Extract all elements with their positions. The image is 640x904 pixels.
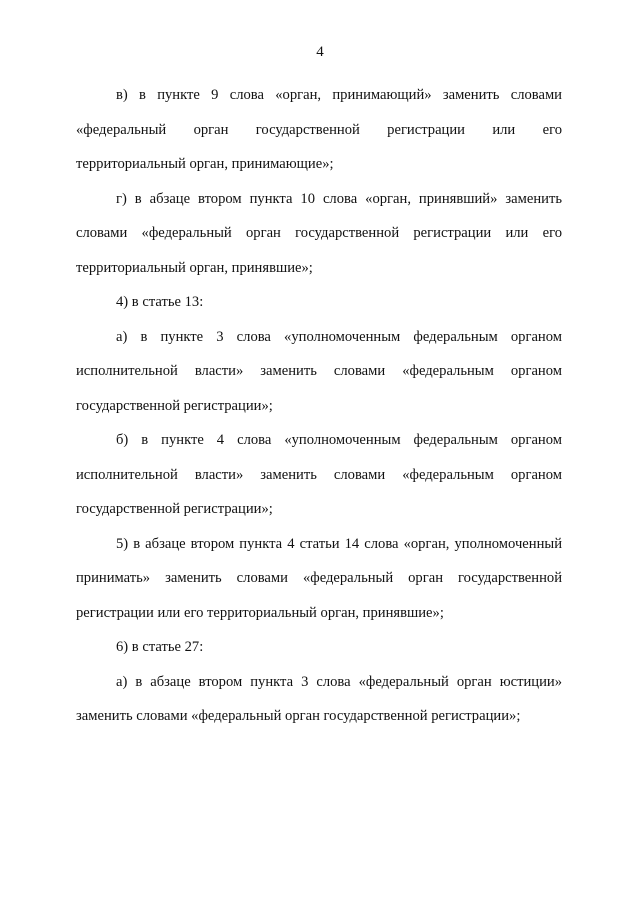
paragraph-line: государственной регистрации»; — [76, 397, 273, 414]
paragraph-line: принимать» заменить словами «федеральный орган государственной — [76, 570, 562, 586]
paragraph-line: заменить словами «федеральный орган государственной регистрации»; — [76, 708, 521, 724]
paragraph-line: регистрации или его территориальный орган, принявшие»; — [76, 604, 444, 621]
paragraph-line: территориальный орган, принимающие»; — [76, 156, 334, 172]
paragraph-line: в) в пункте 9 слова «орган, принимающий» заменить словами — [116, 87, 562, 103]
paragraph-line: г) в абзаце втором пункта 10 слова «орган, принявший» заменить — [116, 190, 562, 207]
paragraph-line: 4) в статье 13: — [116, 294, 204, 310]
paragraph-g — [76, 182, 562, 286]
paragraph-6 — [76, 630, 562, 665]
paragraph-line: а) в абзаце втором пункта 3 слова «федеральный орган юстиции» — [116, 673, 562, 690]
paragraph-line: исполнительной власти» заменить словами «федеральным органом — [76, 363, 562, 379]
paragraph-5 — [76, 527, 562, 631]
paragraph-line: «федеральный орган государственной регистрации или его — [76, 121, 562, 138]
paragraph-line: исполнительной власти» заменить словами «федеральным органом — [76, 466, 562, 483]
page-number: 4 — [316, 44, 324, 60]
paragraph-b — [76, 423, 562, 527]
paragraph-a-1 — [76, 320, 562, 424]
paragraph-line: а) в пункте 3 слова «уполномоченным федеральным органом — [116, 328, 562, 345]
paragraph-line: 6) в статье 27: — [116, 639, 204, 655]
paragraph-line: б) в пункте 4 слова «уполномоченным федеральным органом — [116, 432, 562, 448]
paragraph-line: государственной регистрации»; — [76, 501, 273, 517]
paragraph-v — [76, 78, 562, 182]
paragraph-line: словами «федеральный орган государственной регистрации или его — [76, 225, 562, 241]
paragraph-line: 5) в абзаце втором пункта 4 статьи 14 слова «орган, уполномоченный — [116, 535, 562, 552]
paragraph-a-2 — [76, 665, 562, 734]
paragraph-line: территориальный орган, принявшие»; — [76, 259, 313, 276]
document-body — [76, 78, 562, 734]
paragraph-4 — [76, 285, 562, 320]
